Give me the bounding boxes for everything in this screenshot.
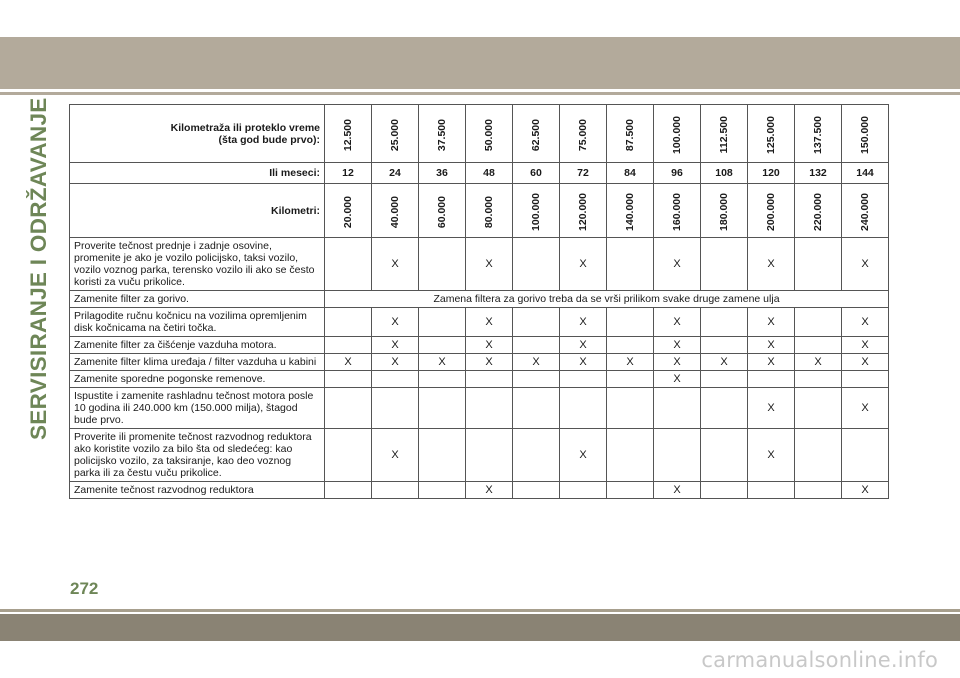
schedule-mark bbox=[325, 371, 372, 388]
schedule-mark bbox=[466, 429, 513, 482]
km-cell bbox=[748, 184, 795, 238]
schedule-mark bbox=[560, 482, 607, 499]
schedule-mark: X bbox=[466, 354, 513, 371]
table-row bbox=[70, 429, 889, 482]
months-value: 24 bbox=[372, 163, 419, 184]
km-value: 120.000 bbox=[577, 193, 589, 231]
miles-value: 112.500 bbox=[718, 116, 730, 154]
schedule-mark bbox=[748, 482, 795, 499]
schedule-mark: X bbox=[560, 429, 607, 482]
schedule-mark: X bbox=[466, 337, 513, 354]
mileage-label-line1: Kilometraža ili proteklo vreme bbox=[170, 121, 320, 134]
miles-cell bbox=[701, 105, 748, 163]
months-value: 108 bbox=[701, 163, 748, 184]
schedule-mark bbox=[795, 388, 842, 429]
schedule-mark: X bbox=[372, 337, 419, 354]
miles-cell bbox=[795, 105, 842, 163]
page-number: 272 bbox=[70, 579, 99, 598]
schedule-mark: X bbox=[372, 238, 419, 291]
km-value: 80.000 bbox=[483, 195, 495, 229]
miles-value: 25.000 bbox=[389, 118, 401, 152]
miles-value: 150.000 bbox=[859, 116, 871, 154]
km-cell bbox=[654, 184, 701, 238]
months-value: 84 bbox=[607, 163, 654, 184]
task-label: Zamenite filter klima uređaja / filter vazduha u kabini bbox=[70, 354, 325, 371]
schedule-mark bbox=[795, 371, 842, 388]
schedule-mark bbox=[419, 482, 466, 499]
schedule-mark: X bbox=[466, 308, 513, 337]
miles-cell bbox=[419, 105, 466, 163]
schedule-mark bbox=[607, 337, 654, 354]
schedule-mark: X bbox=[654, 482, 701, 499]
miles-cell bbox=[654, 105, 701, 163]
km-cell bbox=[842, 184, 889, 238]
schedule-mark: X bbox=[560, 308, 607, 337]
schedule-mark bbox=[607, 429, 654, 482]
miles-value: 125.000 bbox=[765, 116, 777, 154]
schedule-mark bbox=[795, 308, 842, 337]
miles-value: 12.500 bbox=[342, 118, 354, 152]
schedule-mark bbox=[325, 238, 372, 291]
km-value: 240.000 bbox=[859, 193, 871, 231]
schedule-mark bbox=[701, 429, 748, 482]
schedule-mark: X bbox=[466, 482, 513, 499]
km-cell bbox=[513, 184, 560, 238]
miles-value: 137.500 bbox=[812, 116, 824, 154]
km-cell bbox=[560, 184, 607, 238]
task-label: Proverite ili promenite tečnost razvodnog reduktora ako koristite vozilo za bilo šta od sledećeg: kao policijsko vozilo, za taksiranje, kao deo voznog parka ili za čestu vuču prikolice. bbox=[70, 429, 325, 482]
months-value: 120 bbox=[748, 163, 795, 184]
schedule-mark bbox=[513, 388, 560, 429]
months-header-row bbox=[70, 163, 889, 184]
km-value: 40.000 bbox=[389, 195, 401, 229]
table-row bbox=[70, 354, 889, 371]
schedule-mark bbox=[372, 482, 419, 499]
schedule-mark: X bbox=[748, 238, 795, 291]
mileage-label-line2: (šta god bude prvo): bbox=[218, 133, 320, 146]
miles-cell bbox=[466, 105, 513, 163]
miles-cell bbox=[513, 105, 560, 163]
schedule-mark: X bbox=[748, 308, 795, 337]
months-value: 144 bbox=[842, 163, 889, 184]
schedule-mark: X bbox=[842, 238, 889, 291]
miles-value: 62.500 bbox=[530, 118, 542, 152]
km-cell bbox=[701, 184, 748, 238]
mileage-header-row bbox=[70, 105, 889, 163]
schedule-mark: X bbox=[654, 371, 701, 388]
km-cell bbox=[372, 184, 419, 238]
schedule-mark bbox=[560, 388, 607, 429]
schedule-mark bbox=[654, 388, 701, 429]
task-note: Zamena filtera za gorivo treba da se vrši prilikom svake druge zamene ulja bbox=[325, 291, 889, 308]
schedule-mark bbox=[325, 308, 372, 337]
miles-value: 75.000 bbox=[577, 118, 589, 152]
km-value: 200.000 bbox=[765, 193, 777, 231]
months-value: 132 bbox=[795, 163, 842, 184]
schedule-mark: X bbox=[654, 354, 701, 371]
schedule-mark: X bbox=[560, 238, 607, 291]
schedule-mark bbox=[419, 388, 466, 429]
schedule-mark bbox=[701, 371, 748, 388]
km-value: 160.000 bbox=[671, 193, 683, 231]
months-value: 72 bbox=[560, 163, 607, 184]
km-cell bbox=[607, 184, 654, 238]
schedule-mark: X bbox=[513, 354, 560, 371]
schedule-mark bbox=[325, 429, 372, 482]
months-value: 36 bbox=[419, 163, 466, 184]
schedule-mark: X bbox=[372, 429, 419, 482]
schedule-mark: X bbox=[748, 337, 795, 354]
km-cell bbox=[325, 184, 372, 238]
miles-cell bbox=[748, 105, 795, 163]
schedule-mark bbox=[795, 429, 842, 482]
schedule-mark bbox=[560, 371, 607, 388]
schedule-mark bbox=[513, 482, 560, 499]
schedule-mark bbox=[842, 429, 889, 482]
schedule-mark: X bbox=[466, 238, 513, 291]
task-label: Zamenite filter za gorivo. bbox=[70, 291, 325, 308]
miles-cell bbox=[842, 105, 889, 163]
section-side-title: SERVISIRANJE I ODRŽAVANJE bbox=[26, 97, 51, 440]
schedule-mark bbox=[513, 429, 560, 482]
km-value: 60.000 bbox=[436, 195, 448, 229]
schedule-mark: X bbox=[654, 238, 701, 291]
schedule-mark bbox=[795, 238, 842, 291]
schedule-mark bbox=[701, 238, 748, 291]
maintenance-schedule-table bbox=[69, 104, 889, 499]
schedule-mark bbox=[607, 482, 654, 499]
table-row bbox=[70, 371, 889, 388]
schedule-mark bbox=[842, 371, 889, 388]
task-label: Proverite tečnost prednje i zadnje osovine, promenite je ako je vozilo policijsko, taksi vozilo, vozilo voznog parka, terensko vozilo ili ako se često koristi za vuču prikolice. bbox=[70, 238, 325, 291]
schedule-mark bbox=[466, 388, 513, 429]
schedule-mark: X bbox=[748, 429, 795, 482]
miles-cell bbox=[372, 105, 419, 163]
schedule-mark bbox=[701, 337, 748, 354]
km-cell bbox=[466, 184, 513, 238]
table-row bbox=[70, 238, 889, 291]
schedule-mark bbox=[748, 371, 795, 388]
schedule-mark bbox=[325, 388, 372, 429]
schedule-mark: X bbox=[842, 337, 889, 354]
months-value: 96 bbox=[654, 163, 701, 184]
table-row bbox=[70, 482, 889, 499]
schedule-mark bbox=[513, 337, 560, 354]
schedule-mark: X bbox=[748, 354, 795, 371]
schedule-mark bbox=[701, 482, 748, 499]
task-label: Zamenite tečnost razvodnog reduktora bbox=[70, 482, 325, 499]
miles-cell bbox=[325, 105, 372, 163]
schedule-mark bbox=[654, 429, 701, 482]
miles-cell bbox=[560, 105, 607, 163]
footer-rule bbox=[0, 609, 960, 612]
km-value: 140.000 bbox=[624, 193, 636, 231]
schedule-mark bbox=[607, 371, 654, 388]
schedule-mark bbox=[325, 482, 372, 499]
schedule-mark: X bbox=[560, 337, 607, 354]
task-label: Zamenite filter za čišćenje vazduha motora. bbox=[70, 337, 325, 354]
mileage-label bbox=[70, 105, 325, 163]
schedule-mark bbox=[419, 337, 466, 354]
schedule-mark bbox=[372, 371, 419, 388]
schedule-mark bbox=[419, 238, 466, 291]
schedule-mark: X bbox=[654, 337, 701, 354]
task-label: Prilagodite ručnu kočnicu na vozilima opremljenim disk kočnicama na četiri točka. bbox=[70, 308, 325, 337]
schedule-mark: X bbox=[748, 388, 795, 429]
schedule-mark bbox=[607, 388, 654, 429]
table-row bbox=[70, 291, 889, 308]
miles-value: 100.000 bbox=[671, 116, 683, 154]
months-value: 48 bbox=[466, 163, 513, 184]
km-header-row bbox=[70, 184, 889, 238]
table-row bbox=[70, 388, 889, 429]
table-row bbox=[70, 337, 889, 354]
km-cell bbox=[419, 184, 466, 238]
schedule-mark bbox=[795, 337, 842, 354]
months-value: 60 bbox=[513, 163, 560, 184]
schedule-mark bbox=[513, 371, 560, 388]
months-value: 12 bbox=[325, 163, 372, 184]
km-value: 180.000 bbox=[718, 193, 730, 231]
miles-value: 37.500 bbox=[436, 118, 448, 152]
schedule-mark bbox=[466, 371, 513, 388]
schedule-mark: X bbox=[842, 482, 889, 499]
schedule-mark: X bbox=[654, 308, 701, 337]
schedule-mark bbox=[513, 308, 560, 337]
schedule-mark: X bbox=[560, 354, 607, 371]
km-value: 20.000 bbox=[342, 195, 354, 229]
miles-cell bbox=[607, 105, 654, 163]
schedule-mark bbox=[513, 238, 560, 291]
schedule-mark: X bbox=[372, 354, 419, 371]
table-row bbox=[70, 308, 889, 337]
schedule-mark bbox=[325, 337, 372, 354]
schedule-mark bbox=[607, 238, 654, 291]
footer-bar bbox=[0, 614, 960, 641]
watermark: carmanualsonline.info bbox=[701, 648, 938, 672]
miles-value: 50.000 bbox=[483, 118, 495, 152]
schedule-mark: X bbox=[372, 308, 419, 337]
schedule-mark: X bbox=[842, 354, 889, 371]
km-label: Kilometri: bbox=[70, 184, 325, 238]
schedule-mark bbox=[701, 388, 748, 429]
schedule-mark: X bbox=[607, 354, 654, 371]
schedule-mark bbox=[419, 308, 466, 337]
schedule-mark: X bbox=[842, 308, 889, 337]
task-label: Ispustite i zamenite rashladnu tečnost motora posle 10 godina ili 240.000 km (150.000 milja), štagod bude prvo. bbox=[70, 388, 325, 429]
top-margin bbox=[0, 0, 960, 37]
miles-value: 87.500 bbox=[624, 118, 636, 152]
schedule-mark bbox=[419, 371, 466, 388]
header-rule bbox=[0, 92, 960, 95]
schedule-mark bbox=[701, 308, 748, 337]
schedule-mark bbox=[419, 429, 466, 482]
km-value: 100.000 bbox=[530, 193, 542, 231]
schedule-mark: X bbox=[701, 354, 748, 371]
schedule-mark: X bbox=[842, 388, 889, 429]
schedule-mark bbox=[372, 388, 419, 429]
schedule-mark: X bbox=[419, 354, 466, 371]
months-label: Ili meseci: bbox=[70, 163, 325, 184]
schedule-mark bbox=[795, 482, 842, 499]
schedule-mark bbox=[607, 308, 654, 337]
km-cell bbox=[795, 184, 842, 238]
header-bar bbox=[0, 37, 960, 89]
schedule-mark: X bbox=[795, 354, 842, 371]
task-label: Zamenite sporedne pogonske remenove. bbox=[70, 371, 325, 388]
km-value: 220.000 bbox=[812, 193, 824, 231]
schedule-mark: X bbox=[325, 354, 372, 371]
